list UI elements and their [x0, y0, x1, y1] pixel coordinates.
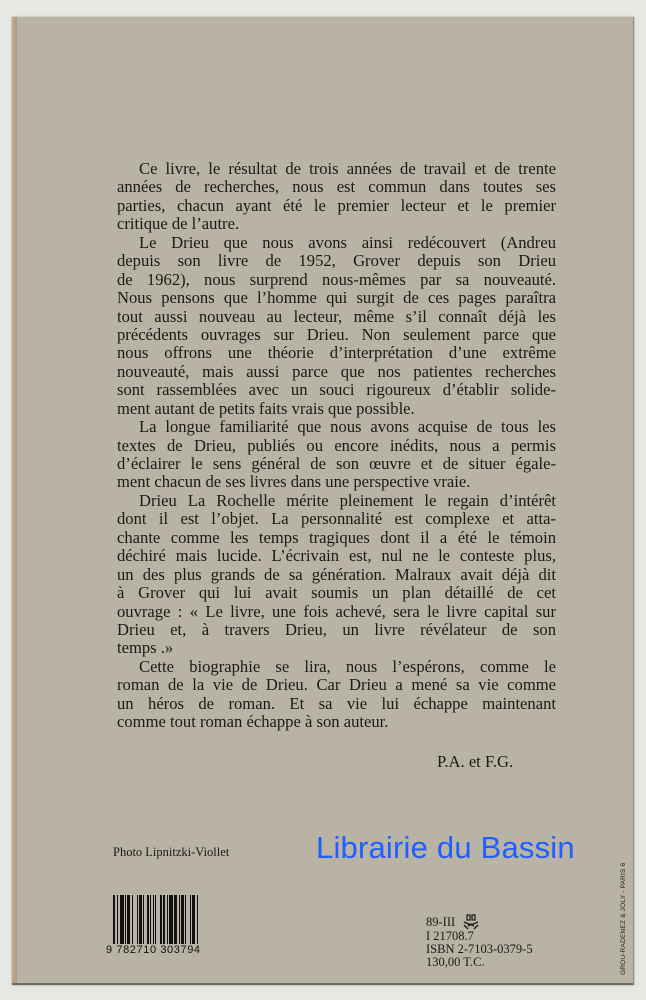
text-line: années de recherches, nous est commun dans toutes ses	[117, 177, 556, 197]
isbn: ISBN 2-7103-0379-5	[426, 942, 533, 957]
text-line: à Grover qui lui avait soumis un plan détaillé de cet	[117, 583, 556, 603]
text-line: temps .»	[117, 638, 174, 658]
text-line: d’éclairer le sens général de son œuvre et de situer égale-	[117, 454, 556, 473]
publisher-info	[426, 914, 533, 970]
text-line: Cette biographie se lira, nous l’espérons, comme le	[139, 656, 556, 676]
barcode-bar	[139, 895, 141, 950]
text-line: critique de l’autre.	[117, 214, 240, 234]
blurb-text	[117, 160, 556, 732]
text-line: Drieu et, à travers Drieu, un livre révélateur de son	[117, 619, 556, 639]
publisher-logo-icon	[462, 914, 480, 930]
barcode-bar	[174, 895, 176, 950]
barcode-bar	[190, 895, 191, 950]
barcode-bar	[132, 895, 133, 950]
text-line: nouveauté, mais aussi parce que nos patientes recherches	[117, 361, 556, 381]
text-line: ouvrage : « Le livre, une fois achevé, sera le livre capital sur	[117, 601, 556, 621]
barcode-bar	[120, 895, 124, 950]
text-line: Drieu La Rochelle mérite pleinement le regain d’intérêt	[139, 490, 556, 510]
text-line: La longue familiarité que nous avons acquise de tous les	[139, 417, 556, 437]
text-line: de 1962), nous surprend nous-mêmes par sa nouveauté.	[117, 269, 556, 289]
photo-credit: Photo Lipnitzki-Viollet	[113, 845, 230, 859]
text-line: Nous pensons que l’homme qui surgit de ces pages paraîtra	[117, 288, 556, 308]
text-line: ment autant de petits faits vrais que possible.	[117, 398, 415, 418]
text-line: ment chacun de ses livres dans une perspective vraie.	[117, 472, 471, 492]
price: 130,00 T.C.	[426, 955, 485, 970]
barcode-bar	[169, 895, 173, 950]
text-line: chante comme les temps tragiques dont il a été le témoin	[117, 527, 556, 547]
text-line: roman de la vie de Drieu. Car Drieu a mené sa vie comme	[117, 675, 556, 695]
barcode-bar	[160, 895, 162, 950]
barcode-bar	[179, 895, 180, 950]
barcode-bar	[127, 895, 129, 950]
barcode	[106, 895, 226, 959]
text-line: nous offrons une théorie d’interprétation d’une extrême	[117, 343, 556, 363]
barcode-bar	[143, 895, 144, 950]
barcode-bar	[163, 895, 164, 950]
text-line: depuis son livre de 1952, Grover depuis son Drieu	[117, 251, 556, 271]
barcode-bar	[192, 895, 194, 950]
barcode-bar	[153, 895, 154, 950]
text-line: sont rassemblées avec un souci rigoureux d’établir solide-	[117, 380, 556, 400]
signature: P.A. et F.G.	[437, 752, 514, 771]
text-line: un des plus grands de sa génération. Malraux avait déjà dit	[117, 564, 556, 584]
text-line: Le Drieu que nous avons ainsi redécouvert (Andreu	[139, 232, 556, 252]
barcode-bar	[147, 895, 149, 950]
text-line: dont il est l’objet. La personnalité est complexe et atta-	[117, 509, 556, 529]
text-line: tout aussi nouveau au lecteur, même s’il connaît déjà les	[117, 306, 556, 326]
text-line: comme tout roman échappe à son auteur.	[117, 712, 389, 732]
text-line: précédents ouvrages sur Drieu. Non seulement parce que	[117, 324, 556, 344]
watermark: Librairie du Bassin	[316, 830, 575, 865]
printer-credit: GROU-RADENEZ & JOLY - PARIS 6	[620, 862, 627, 975]
text-line: déchiré mais lucide. L’écrivain est, nul ne le conteste plus,	[117, 546, 556, 566]
series-code: 89-III	[426, 915, 456, 929]
catalog-number: I 21708.7	[426, 929, 474, 943]
text-line: un héros de roman. Et sa vie lui échappe maintenant	[117, 693, 556, 713]
barcode-bar	[181, 895, 183, 950]
barcode-bar	[185, 895, 186, 950]
barcode-digits: 9 782710 303794	[106, 944, 201, 956]
text-line: textes de Drieu, publiés ou encore inédits, nous a permis	[117, 435, 556, 455]
barcode-bar	[167, 895, 168, 950]
text-line: parties, chacun ayant été le premier lecteur et le premier	[117, 195, 556, 215]
barcode-bar	[125, 895, 126, 950]
text-line: Ce livre, le résultat de trois années de travail et de trente	[139, 159, 556, 178]
barcode-bar	[150, 895, 151, 950]
barcode-bar	[137, 895, 138, 950]
book-spine-edge	[12, 17, 17, 983]
